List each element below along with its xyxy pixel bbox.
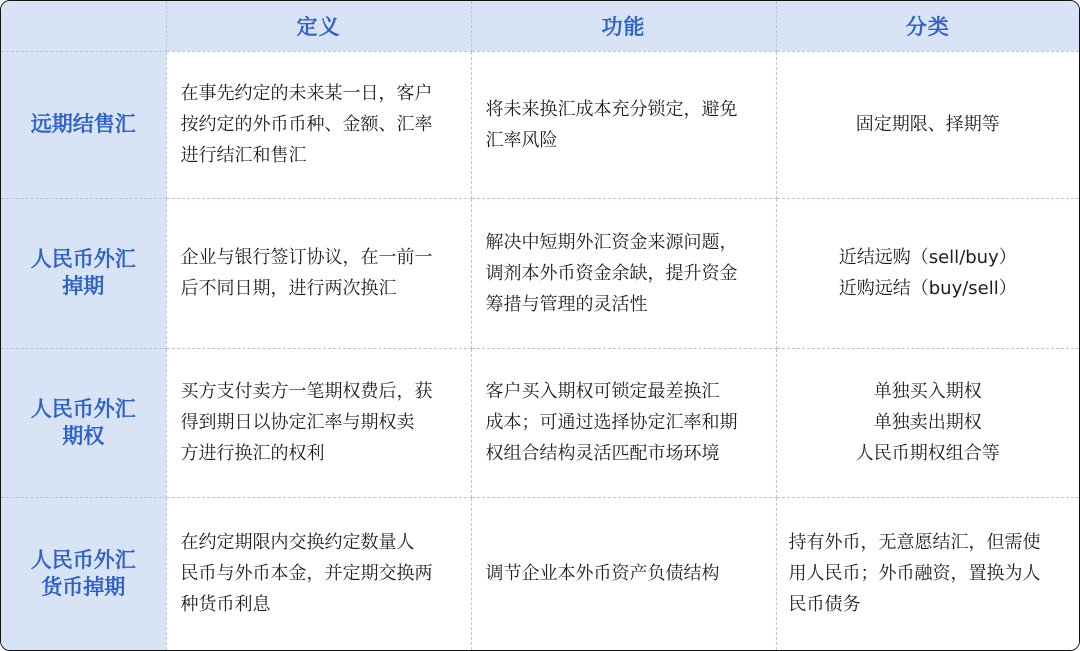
row-label: 人民币外汇 货币掉期 <box>1 497 166 650</box>
function-cell: 将未来换汇成本充分锁定，避免 汇率风险 <box>471 51 776 198</box>
row-label: 人民币外汇 期权 <box>1 348 166 497</box>
category-cell: 近结远购（sell/buy） 近购远结（buy/sell） <box>776 198 1079 348</box>
table-row <box>1 198 1079 348</box>
table-row <box>1 497 1079 650</box>
table-row <box>1 51 1079 198</box>
table-row <box>1 348 1079 497</box>
header-category: 分类 <box>776 1 1079 51</box>
category-cell: 单独买入期权 单独卖出期权 人民币期权组合等 <box>776 348 1079 497</box>
function-cell: 解决中短期外汇资金来源问题， 调剂本外币资金余缺，提升资金 筹措与管理的灵活性 <box>471 198 776 348</box>
definition-cell: 企业与银行签订协议，在一前一 后不同日期，进行两次换汇 <box>166 198 471 348</box>
category-cell: 持有外币，无意愿结汇，但需使 用人民币；外币融资，置换为人 民币债务 <box>776 497 1079 650</box>
header-definition: 定义 <box>166 1 471 51</box>
row-label: 远期结售汇 <box>1 51 166 198</box>
header-function: 功能 <box>471 1 776 51</box>
category-cell: 固定期限、择期等 <box>776 51 1079 198</box>
header-corner <box>1 1 166 51</box>
definition-cell: 在约定期限内交换约定数量人 民币与外币本金，并定期交换两 种货币利息 <box>166 497 471 650</box>
function-cell: 客户买入期权可锁定最差换汇 成本；可通过选择协定汇率和期 权组合结构灵活匹配市场环境 <box>471 348 776 497</box>
fx-products-table <box>1 1 1079 650</box>
function-cell: 调节企业本外币资产负债结构 <box>471 497 776 650</box>
definition-cell: 在事先约定的未来某一日，客户 按约定的外币币种、金额、汇率 进行结汇和售汇 <box>166 51 471 198</box>
header-row <box>1 1 1079 51</box>
row-label: 人民币外汇 掉期 <box>1 198 166 348</box>
definition-cell: 买方支付卖方一笔期权费后，获 得到期日以协定汇率与期权卖 方进行换汇的权利 <box>166 348 471 497</box>
